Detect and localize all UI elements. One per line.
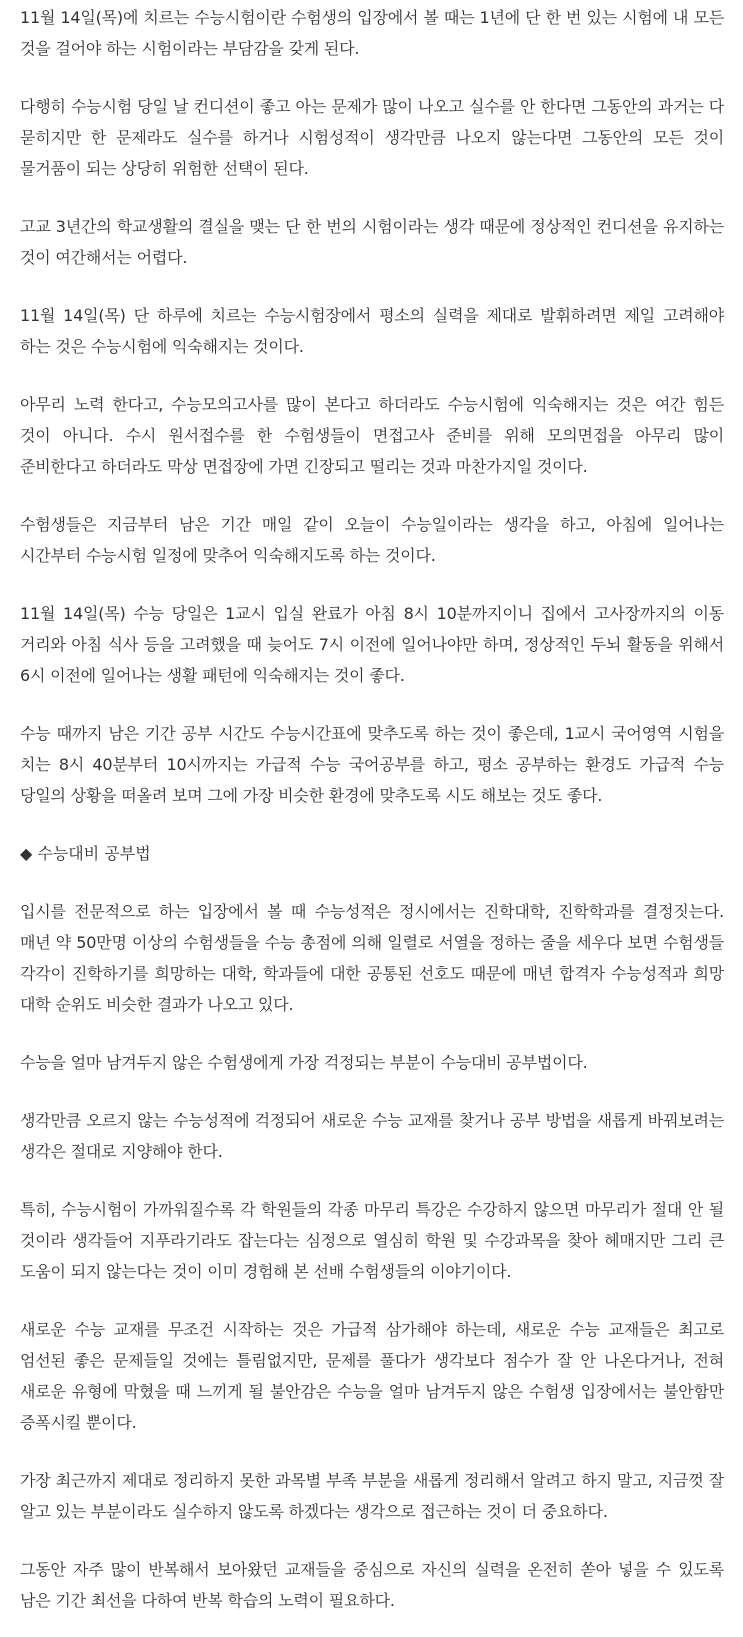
paragraph: 수능 때까지 남은 기간 공부 시간도 수능시간표에 맞추도록 하는 것이 좋은데, 1교시 국어영역 시험을 치는 8시 40분부터 10시까지는 가급적 수능 국어공부를 하고, 평소 공부하는 환경도 가급적 수능 당일의 상황을 떠올려 보며 그에 가장 비슷한 환경에 맞추도록 시도 해보는 것도 좋다. <box>20 724 724 805</box>
section-heading: ◆ 수능대비 공부법 <box>20 844 151 863</box>
paragraph: 고교 3년간의 학교생활의 결실을 맺는 단 한 번의 시험이라는 생각 때문에 정상적인 컨디션을 유지하는 것이 여간해서는 어렵다. <box>20 217 724 267</box>
paragraph: 아무리 노력 한다고, 수능모의고사를 많이 본다고 하더라도 수능시험에 익숙해지는 것은 여간 힘든 것이 아니다. 수시 원서접수를 한 수험생들이 면접고사 준비를 위해 모의면접을 아무리 많이 준비한다고 하더라도 막상 면접장에 가면 긴장되고 떨리는 것과 마찬가지일 것이다. <box>20 395 724 476</box>
paragraph: 그동안 자주 많이 반복해서 보아왔던 교재들을 중심으로 자신의 실력을 온전히 쏟아 넣을 수 있도록 남은 기간 최선을 다하여 반복 학습의 노력이 필요하다. <box>20 1560 724 1610</box>
paragraph: 11월 14일(목) 단 하루에 치르는 수능시험장에서 평소의 실력을 제대로 발휘하려면 제일 고려해야 하는 것은 수능시험에 익숙해지는 것이다. <box>20 306 724 356</box>
paragraph: 가장 최근까지 제대로 정리하지 못한 과목별 부족 부분을 새롭게 정리해서 알려고 하지 말고, 지금껏 잘 알고 있는 부분이라도 실수하지 않도록 하겠다는 생각으로 접근하는 것이 더 중요하다. <box>20 1471 724 1521</box>
paragraph: 다행히 수능시험 당일 날 컨디션이 좋고 아는 문제가 많이 나오고 실수를 안 한다면 그동안의 과거는 다 묻히지만 한 문제라도 실수를 하거나 시험성적이 생각만큼 나오지 않는다면 그동안의 모든 것이 물거품이 되는 상당히 위험한 선택이 된다. <box>20 97 724 178</box>
paragraph: 수능을 얼마 남겨두지 않은 수험생에게 가장 걱정되는 부분이 수능대비 공부법이다. <box>20 1053 588 1072</box>
paragraph: 새로운 수능 교재를 무조건 시작하는 것은 가급적 삼가해야 하는데, 새로운 수능 교재들은 최고로 엄선된 좋은 문제들일 것에는 틀림없지만, 문제를 풀다가 생각보다 점수가 잘 안 나온다거나, 전혀 새로운 유형에 막혔을 때 느끼게 될 불안감은 수능을 얼마 남겨두지 않은 수험생 입장에서는 불안함만 증폭시킬 뿐이다. <box>20 1320 724 1432</box>
paragraph: 11월 14일(목) 수능 당일은 1교시 입실 완료가 아침 8시 10분까지이니 집에서 고사장까지의 이동 거리와 아침 식사 등을 고려했을 때 늦어도 7시 이전에 일어나야만 하며, 정상적인 두뇌 활동을 위해서 6시 이전에 일어나는 생활 패턴에 익숙해지는 것이 좋다. <box>20 604 724 685</box>
paragraph: 특히, 수능시험이 가까워질수록 각 학원들의 각종 마무리 특강은 수강하지 않으면 마무리가 절대 안 될 것이라 생각들어 지푸라기라도 잡는다는 심정으로 열심히 학원 및 수강과목을 찾아 헤매지만 그리 큰 도움이 되지 않는다는 것이 이미 경험해 본 선배 수험생들의 이야기이다. <box>20 1200 724 1281</box>
paragraph: 11월 14일(목)에 치르는 수능시험이란 수험생의 입장에서 볼 때는 1년에 단 한 번 있는 시험에 내 모든 것을 걸어야 하는 시험이라는 부담감을 갖게 된다. <box>20 8 724 58</box>
paragraph: 입시를 전문적으로 하는 입장에서 볼 때 수능성적은 정시에서는 진학대학, 진학학과를 결정짓는다. 매년 약 50만명 이상의 수험생들을 수능 총점에 의해 일렬로 서열을 정하는 줄을 세우다 보면 수험생들 각각이 진학하기를 희망하는 대학, 학과들에 대한 공통된 선호도 때문에 매년 합격자 수능성적과 희망 대학 순위도 비슷한 결과가 나오고 있다. <box>20 902 724 1014</box>
paragraph: 생각만큼 오르지 않는 수능성적에 걱정되어 새로운 수능 교재를 찾거나 공부 방법을 새롭게 바꿔보려는 생각은 절대로 지양해야 한다. <box>20 1111 724 1161</box>
paragraph: 수험생들은 지금부터 남은 기간 매일 같이 오늘이 수능일이라는 생각을 하고, 아침에 일어나는 시간부터 수능시험 일정에 맞추어 익숙해지도록 하는 것이다. <box>20 515 724 565</box>
